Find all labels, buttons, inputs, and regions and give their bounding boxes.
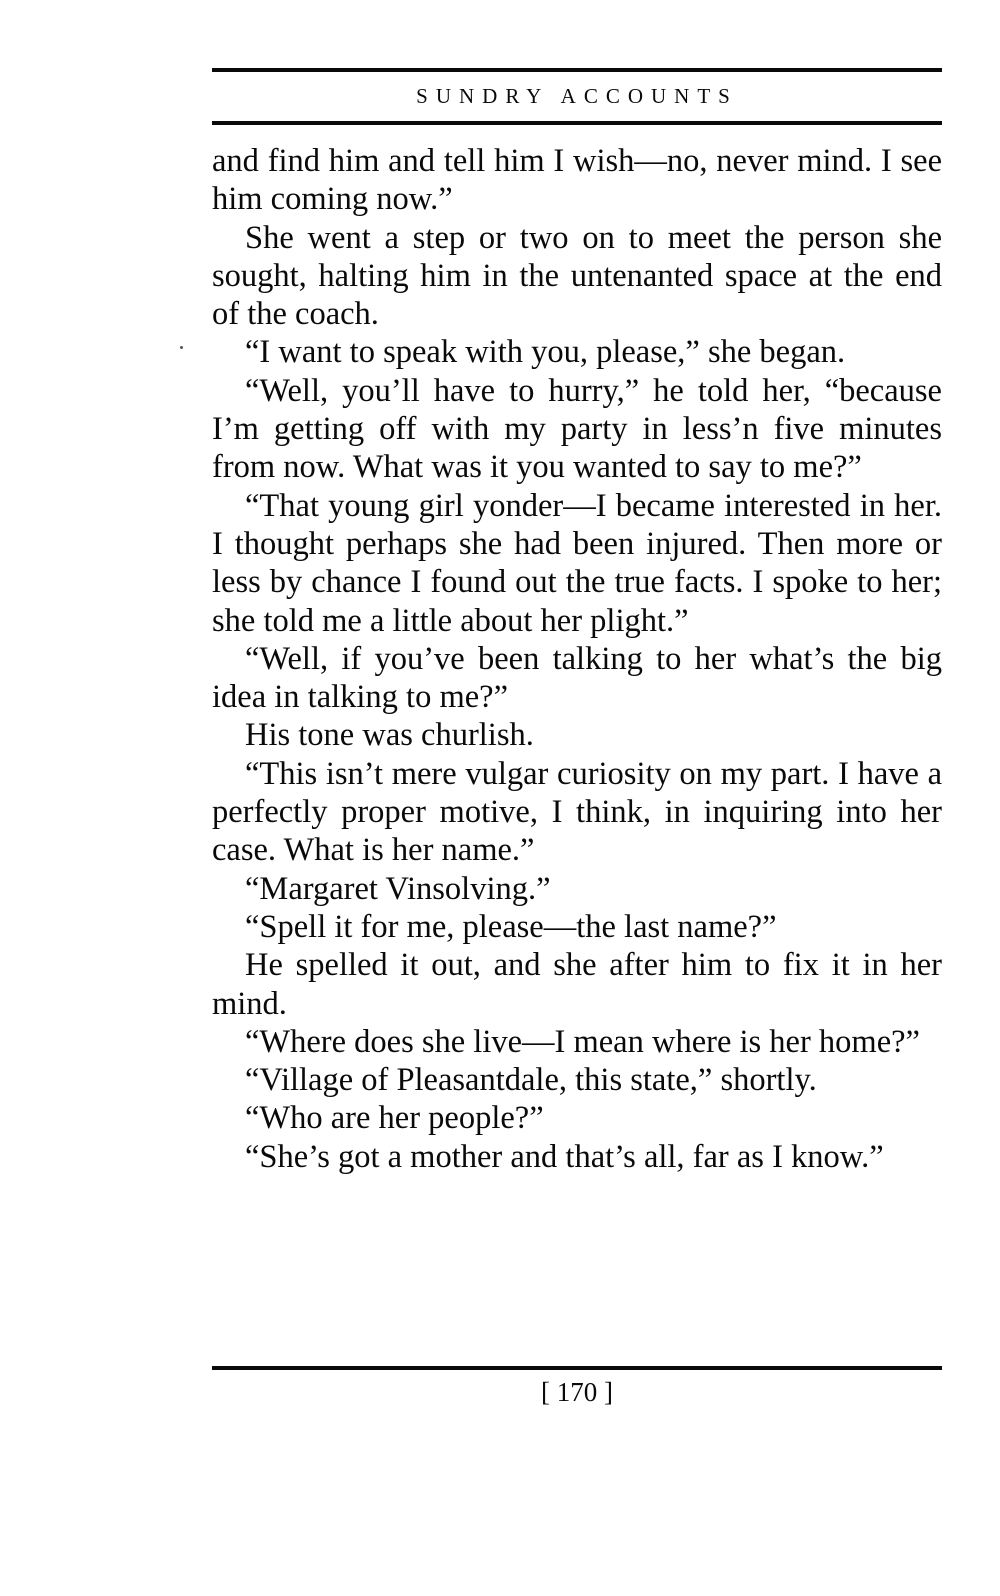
header-top-rule [212,68,942,72]
paragraph: and find him and tell him I wish—no, never mind. I see him coming now.” [212,143,942,218]
body-text [212,142,942,1176]
page-number: [ 170 ] [541,1377,613,1407]
paragraph: “Well, you’ll have to hurry,” he told her, “because I’m getting off with my party in less’n five minutes from now. What was it you wanted to say to me?” [212,372,942,486]
paragraph: “Village of Pleasantdale, this state,” shortly. [245,1062,817,1099]
paragraph: “Well, if you’ve been talking to her what’s the big idea in talking to me?” [212,640,942,716]
book-page [212,0,942,1596]
paragraph: His tone was churlish. [245,717,534,754]
footer-rule [212,1366,942,1370]
running-head: SUNDRY ACCOUNTS [416,84,738,108]
ink-speck [180,346,183,349]
paragraph: “Margaret Vinsolving.” [245,870,551,907]
paragraph: “She’s got a mother and that’s all, far as I know.” [245,1138,884,1175]
paragraph: “Who are her people?” [245,1100,544,1137]
paragraph: “This isn’t mere vulgar curiosity on my part. I have a perfectly proper motive, I think, in inquiring into her case. What is her name.” [212,755,942,869]
paragraph: He spelled it out, and she after him to fix it in her mind. [212,947,942,1022]
paragraph: “Where does she live—I mean where is her home?” [245,1023,920,1060]
paragraph: “That young girl yonder—I became interested in her. I thought perhaps she had been injured. Then more or less by chance I found out the true facts. I spoke to her; she told me a little about her plight.” [212,487,942,639]
paragraph: She went a step or two on to meet the person she sought, halting him in the untenanted space at the end of the coach. [212,219,942,333]
header-bottom-rule [212,121,942,125]
paragraph: “Spell it for me, please—the last name?” [245,908,777,945]
paragraph: “I want to speak with you, please,” she began. [245,334,846,371]
